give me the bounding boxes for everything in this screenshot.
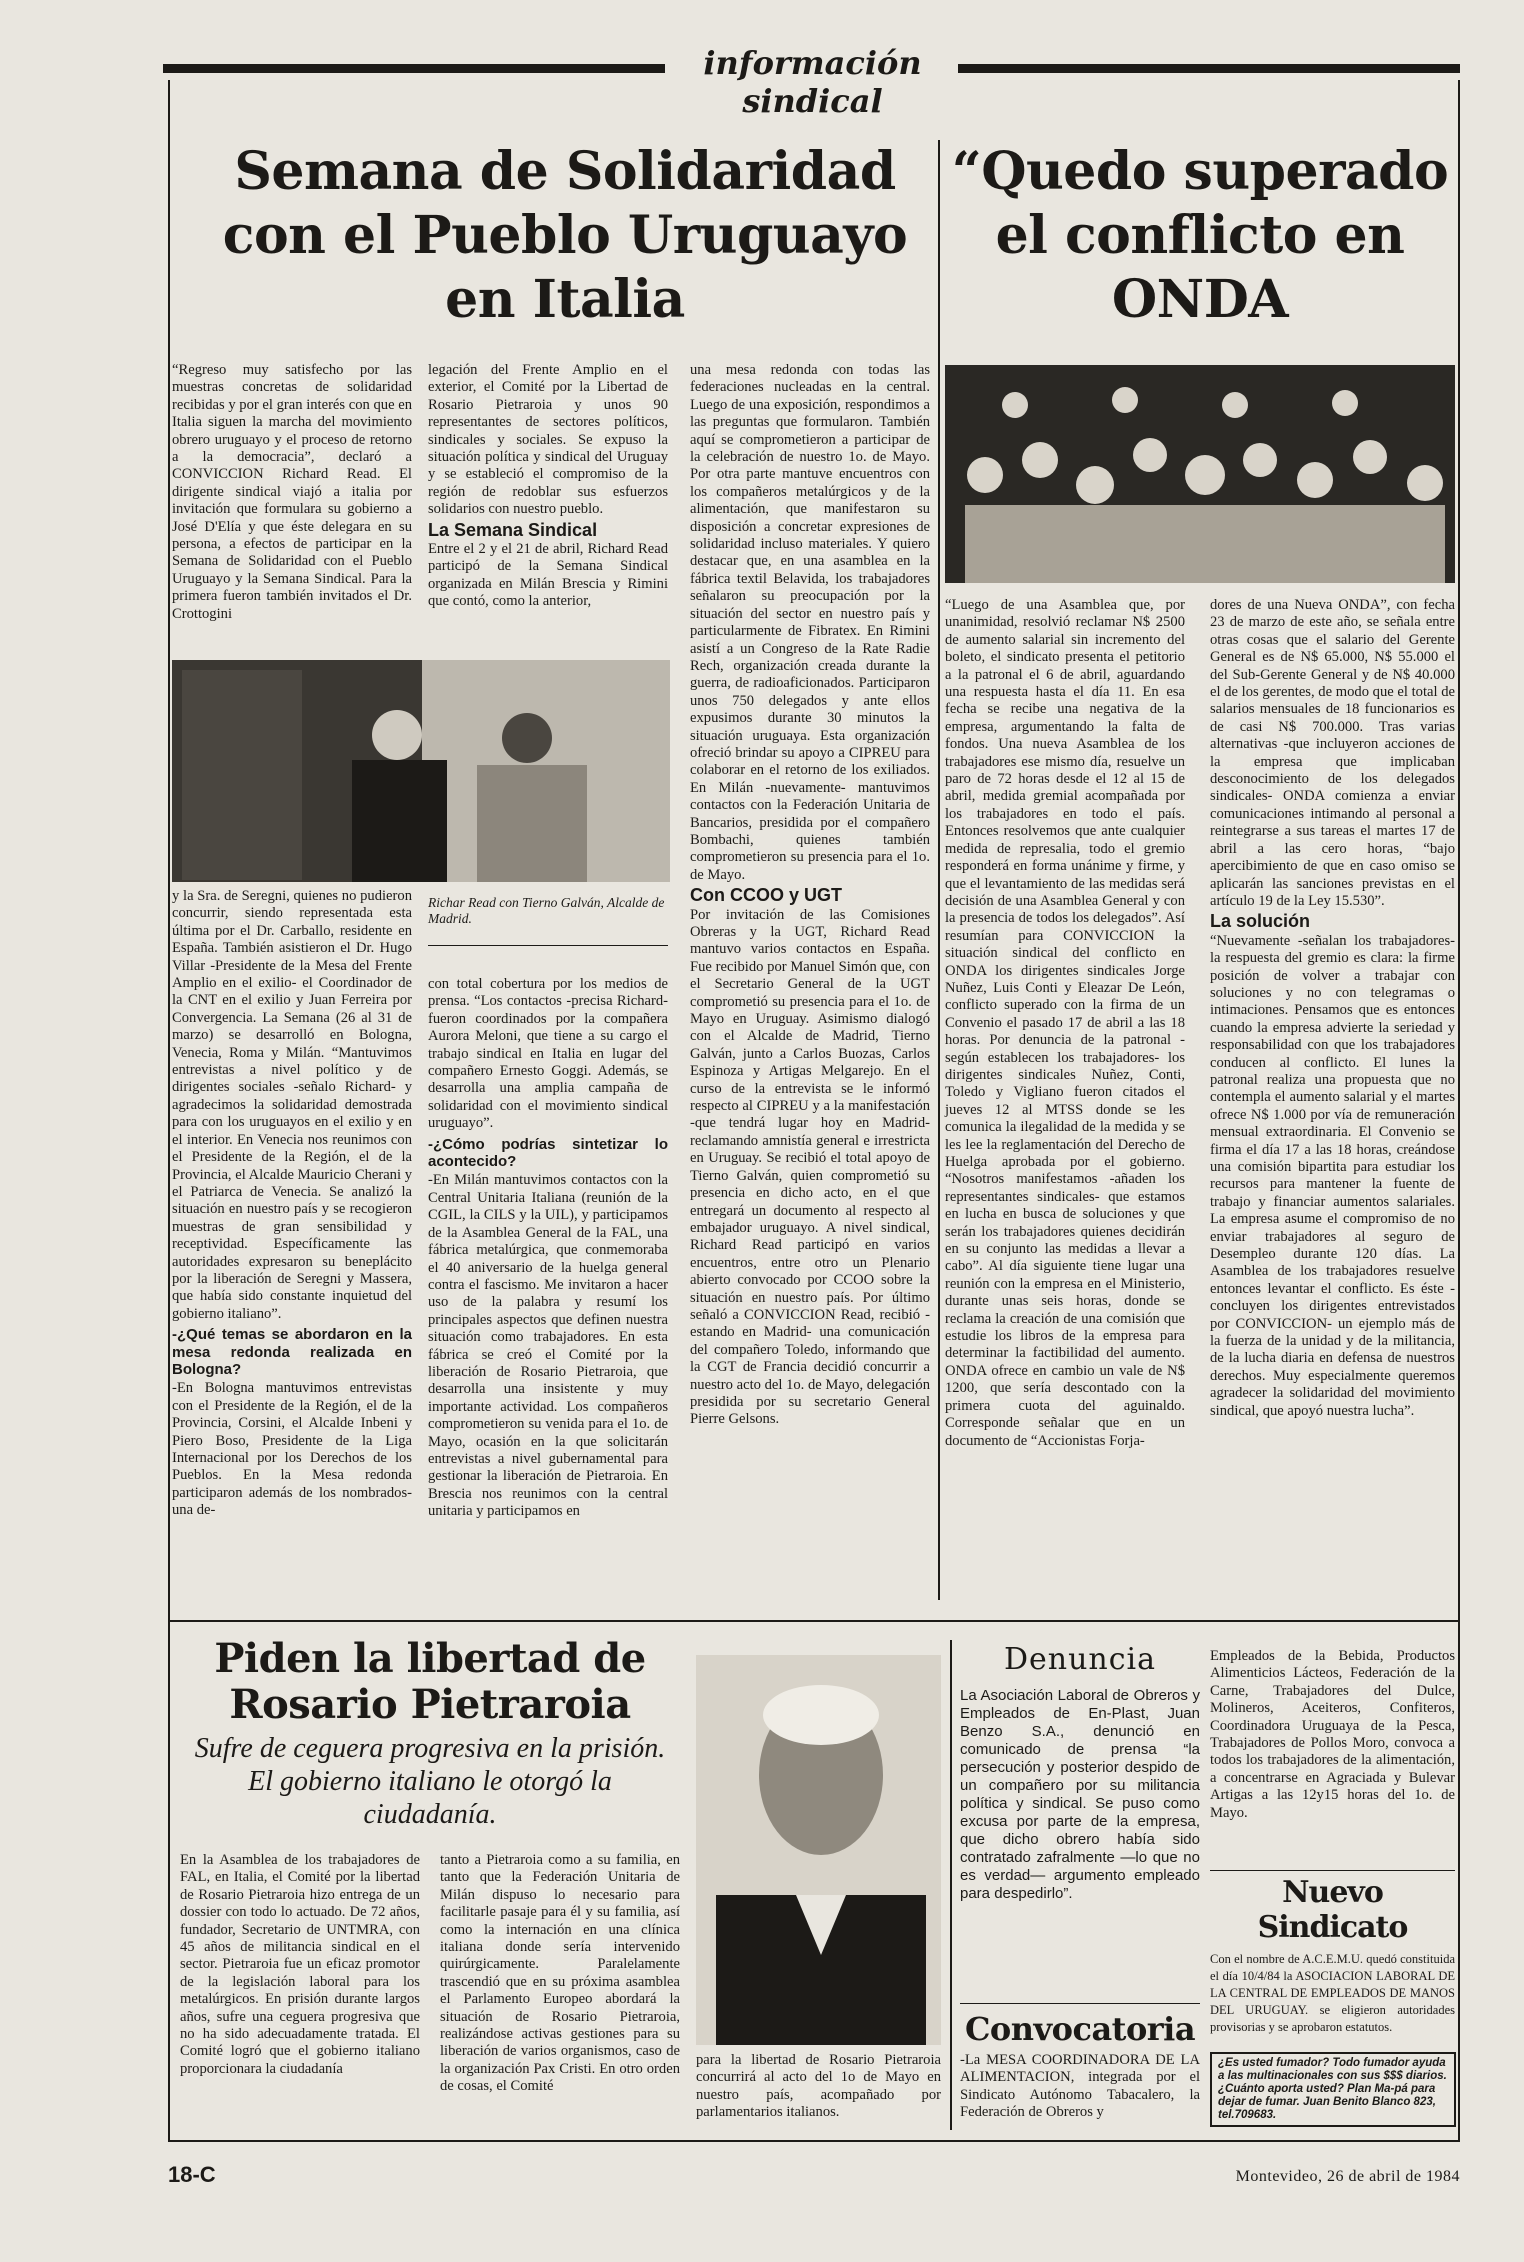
frame-right — [1458, 80, 1460, 2140]
article2-col1-text: “Luego de una Asamblea que, por unanimidad, resolvió reclamar N$ 2500 de aumento salarial sin incremento del boleto, el sindicato presenta el petitorio a la patronal el 6 de abril, aguardando una respuesta hasta el día 11. En esa fecha se recibe una negativa de la empresa, argumentando la falta de fondos. Una nueva Asamblea de los trabajadores ese mismo día, resuelve un paro de 72 horas desde el 12 al 15 de abril, medida gremial acompañada por los trabajadores en todo el país. Entonces resolvemos que ante cualquier medida de represalia, todo el gremio responderá en forma unánime y firme, y que el levantamiento de las medidas será decisión de una Asamblea General y con la presencia de todos los delegados”. Así resumían para CONVICCION la situación sindical del conflicto en ONDA los dirigentes sindicales Jorge Nuñez, Luis Conti y Eleazar De León, conflicto superado con la firma de un Convenio el pasado 17 de abril a las 18 horas. Por denuncia de la patronal -según establecen los trabajadores- los dirigentes sindicales Nuñez, Conti, Toledo y Vigliano fueron citados el jueves 12 al MTSS donde se les comunica la ilegalidad de la medida y se les lee la reglamentación del Derecho de Huelga aprobada por el gobierno. “Nosotros manifestamos -añaden los representantes sindicales- que estamos en lucha en busca de soluciones y que serán los trabajadores quienes decidirán en su conjunto las medidas a llevar a cabo”. Al día siguiente tiene lugar una reunión con la empresa en el Ministerio, durante unas seis horas, donde se reclama la creación de una comisión que estudie los libros de la empresa para determinar la factibilidad del aumento. ONDA ofrece en cambio un vale de N$ 1200, que sería descontado con la primera cuota del aguinaldo. Corresponde señalar que en un documento de “Accionistas Forja- — [945, 597, 1185, 1449]
article1-col1-part2 — [172, 888, 412, 1520]
article3-col2-text: tanto a Pietraroia como a su familia, en tanto que la Federación Unitaria de Milán dispuso lo necesario para facilitarle pasaje para él y su familia, así como la internación en una clínica italiana donde sería intervenido quirúrgicamente. Paralelamente trascendió que en su próxima asamblea el Parlamento Europeo abordará la situación de Rosario Pietraroia, realizándose activas gestiones para su liberación de varios organismos, caso de la organización Pax Cristi. En otro orden de cosas, el Comité — [440, 1852, 680, 2095]
article2-headline-wrap — [945, 140, 1455, 332]
article1-col1-text3: -En Bologna mantuvimos entrevistas con el Presidente de la Región, el de la Provincia, Corsini, el Alcalde Inbeni y Piero Boso, Presidente de la Liga Internacional por los Derechos de los Pueblos. En la Mesa redonda participaron además de los nombrados- una de- — [172, 1380, 412, 1519]
article3-headline-wrap — [180, 1636, 680, 1831]
nuevo-sindicato-rule — [1210, 1870, 1455, 1871]
article3-col1 — [180, 1852, 420, 2078]
article1-col2-text3: con total cobertura por los medios de prensa. “Los contactos -precisa Richard- fueron coordinados por la compañera Aurora Meloni, que tiene a su cargo el trabajo sindical en Italia en lugar del compañero Ernesto Goggi. Además, se desarrolla una amplia campaña de solidaridad con el movimiento sindical uruguayo”. — [428, 976, 668, 1132]
article1-col2-part2 — [428, 976, 668, 1521]
photo-onda-assembly — [945, 365, 1455, 583]
convocatoria-rule — [960, 2003, 1200, 2004]
article3-col2 — [440, 1852, 680, 2096]
article1-headline-wrap — [200, 140, 930, 332]
article2-headline: “Quedo superado el conflicto en ONDA — [951, 141, 1449, 330]
frame-left — [168, 80, 170, 2140]
nuevo-sindicato-section — [1210, 1875, 1455, 2036]
article3-col3-text: para la libertad de Rosario Pietraroia concurrirá al acto del 1o de Mayo en nuestro país, acompañado por parlamentarios italianos. — [696, 2052, 941, 2121]
photo-pietraroia-image — [696, 1655, 941, 2045]
photo-read-tierno-galvan-image — [172, 660, 670, 882]
article3-col1-text: En la Asamblea de los trabajadores de FAL, en Italia, el Comité por la libertad de Rosario Pietraroia hizo entrega de un dossier con todo lo actuado. De 72 años, fundador, Secretario de UNTMRA, con 45 años de militancia sindical en el sector. Pietraroia fue un eficaz promotor de la legislación laboral para los metalúrgicos. En prisión durante largos años, sufre una ceguera progresiva que no ha sido adecuadamente tratada. El Comité logró que el gobierno italiano proporcionara la ciudadanía — [180, 1852, 420, 2077]
convocatoria-section — [960, 2010, 1200, 2122]
article1-col1-part1 — [172, 362, 412, 623]
denuncia-headline: Denuncia — [1003, 1642, 1157, 1677]
article1-col2-text1: legación del Frente Amplio en el exterior, el Comité por la Libertad de Rosario Pietraroia y unos 90 representantes de sectores políticos, sindicales y sociales. Se expuso la situación política y sindical del Uruguay y se estableció el compromiso de la región de redoblar sus esfuerzos solidarios con nuestro pueblo. — [428, 362, 668, 518]
article1-col3-text1: una mesa redonda con todas las federaciones nucleadas en la central. Luego de una exposición, respondimos a las preguntas que formularon. También aquí se comprometieron a participar de la celebración de nuestro 1o. de Mayo. Por otra parte mantuve encuentros con los compañeros metalúrgicos y de la alimentación, que manifestaron su disposición a concretar expresiones de solidaridad incluso materiales. Y quiero destacar que, en una asamblea en la fábrica textil Belavida, los trabajadores señalaron su preocupación por la situación del sector en nuestro país y particularmente de Fibratex. En Rimini asistí a un Congreso de la Rate Radie Rech, organización creada durante la guerra, de radioaficionados. Participaron unos 750 delegados y ante ellos expusimos durante 30 minutos la situación uruguaya. Esta organización ofreció brindar su apoyo a CIPREU para colaborar en el retorno de los exiliados. En Milán -nuevamente- mantuvimos contactos con la Federación Unitaria de Bancarios, presidida por el compañero Bombachi, quienes también comprometieron su presencia para el 1o. de Mayo. — [690, 362, 930, 883]
article3-subhead: Sufre de ceguera progresiva en la prisión. El gobierno italiano le otorgó la ciudadanía. — [194, 1733, 666, 1830]
article1-col1-text2: y la Sra. de Seregni, quienes no pudieron concurrir, siendo representada esta última por el Dr. Carballo, residente en España. También asistieron el Dr. Hugo Villar -Presidente de la Mesa del Frente Amplio en el exilio- el Coordinador de la CNT en el exilio y Juan Ferreira por Convergencia. La Semana (26 al 31 de marzo) se desarrolló en Bologna, Venecia, Roma y Milán. “Mantuvimos entrevistas a nivel político y de dirigentes sociales -señalo Richard- y agradecimos la solidaridad demostrada para con los uruguayos en el exilio y en el interior. En Venecia nos reunimos con el Presidente de la Región, el de la Provincia, el Alcalde Mauricio Cherani y el Patriarca de Venecia. Se analizó la situación en nuestro país y se recogieron muestras de gran sensibilidad y receptividad. Específicamente las autoridades expresaron su beneplácito por la liberación de Seregni y Massera, que había sido constante inquietud del gobierno italiano”. — [172, 888, 412, 1322]
convocatoria-headline: Convocatoria — [964, 2010, 1196, 2048]
article1-col3 — [690, 362, 930, 1429]
denuncia-section — [960, 1642, 1200, 1903]
article1-headline: Semana de Solidaridad con el Pueblo Uruguayo en Italia — [222, 141, 908, 330]
article1-col1-text1: “Regreso muy satisfecho por las muestras concretas de solidaridad recibidas y por el gran interés con que en Italia siguen la marcha del movimiento obrero uruguayo y el proceso de retorno a la democracia”, declaró a CONVICCION Richard Read. El dirigente sindical viajó a italia por invitación que formulara su gobierno a José D'Elía y que éste delegara en su persona, a efectos de participar en la Semana de Solidaridad con el Pueblo Uruguayo y la Semana Sindical. Para la primera fueron también invitados el Dr. Crottogini — [172, 362, 412, 622]
article2-col2-subhead: La solución — [1210, 911, 1311, 932]
convocatoria-text: -La MESA COORDINADORA DE LA ALIMENTACION, integrada por el Sindicato Autónomo Tabacalero, la Federación de Obreros y — [960, 2052, 1200, 2121]
photo-pietraroia — [696, 1655, 941, 2045]
photo1-caption: Richar Read con Tierno Galván, Alcalde de Madrid. — [428, 895, 665, 926]
header-rule-left — [163, 64, 665, 73]
article1-col1-question: -¿Qué temas se abordaron en la mesa redonda realizada en Bologna? — [172, 1326, 412, 1378]
article3-col3 — [696, 2052, 941, 2122]
nuevo-sindicato-headline: Nuevo Sindicato — [1257, 1875, 1408, 1945]
photo-read-tierno-galvan — [172, 660, 670, 882]
column-divider-bottom — [950, 1640, 952, 2130]
photo-onda-assembly-image — [945, 365, 1455, 583]
section-title: información sindical — [703, 44, 922, 120]
ad-box: ¿Es usted fumador? Todo fumador ayuda a las multinacionales con sus $$$ diarios. ¿Cuánto aporta usted? Plan Ma-pá para dejar de fumar. Juan Benito Blanco 823, tel.709683. — [1210, 2052, 1456, 2127]
article1-col2-question: -¿Cómo podrías sintetizar lo acontecido? — [428, 1135, 668, 1171]
article1-col2-text2: Entre el 2 y el 21 de abril, Richard Read participó de la Semana Sindical organizada en Milán Brescia y Rimini que contó, como la anterior, — [428, 541, 668, 610]
column-divider-top — [938, 140, 940, 1600]
article2-col2-text1: dores de una Nueva ONDA”, con fecha 23 de marzo de este año, se señala entre otras cosas que el salario del Gerente General es de N$ 65.000, N$ 55.000 el del Sub-Gerente General y de N$ 40.000 el de los gerentes, de modo que el total de salarios mensuales de 18 funcionarios es de casi N$ 700.000. Tras varias alternativas -que incluyeron acciones de la empresa que implicaban desconocimiento de los delegados sindicales- ONDA comienza a enviar comunicaciones intimando al personal a reintegrarse a sus tareas el martes 17 de abril a las cero horas, “bajo apercibimiento de que en caso omiso se aplicarán las sanciones previstas en el artículo 19 de la Ley 15.530”. — [1210, 597, 1455, 909]
article2-col2-text2: “Nuevamente -señalan los trabajadores- la respuesta del gremio es clara: la firme posición de volver a trabajar con soluciones y no con telegramas o intimaciones. Pensamos que es entonces cuando la empresa advierte la seriedad y responsabilidad con que los trabajadores conducen al conflicto. El lunes la patronal realiza una propuesta que no contempla el aumento salarial y el martes ofrece N$ 1.000 por vía de remuneración mensual extraordinaria. El Convenio se firma el día 17 a las 18 horas, creándose una comisión bipartita para estudiar los recursos para mantener la fuente de trabajo y financiar aumentos salariales. La empresa asume el compromiso de no enviar trabajadores al seguro de Desempleo durante 120 días. La Asamblea de los trabajadores resuelve entonces levantar el conflicto. Es éste -concluyen los dirigentes entrevistados por CONVICCION- un ejemplo más de la fuerza de la unidad y de la militancia, de la lucha diaria en defensa de nuestros derechos. Muy especialmente queremos agradecer la solidaridad del movimiento sindical, que apoyó nuestra lucha”. — [1210, 932, 1455, 1419]
article2-col2 — [1210, 597, 1455, 1420]
article1-col2-text4: -En Milán mantuvimos contactos con la Central Unitaria Italiana (reunión de la CGIL, la CILS y la UIL), y participamos de la Asamblea General de la FAL, una fábrica metalúrgica, que conmemoraba el 40 aniversario de la huelga general contra el fascismo. Me invitaron a hacer uso de la palabra y resumí los principales aspectos que definen nuestra situación como trabajadores. En esta fábrica se creó el Comité por la liberación de Rosario Pietraroia, que desarrolla una insistente y muy importante actividad. Los compañeros comprometieron su venida para el 1o. de Mayo, ocasión en la que solicitarán entrevistas a nivel gubernamental para gestionar la liberación de Pietraroia. En Brescia nos reunimos con la central unitaria y participamos en — [428, 1172, 668, 1520]
frame-bottom — [168, 2140, 1460, 2142]
article1-col2-part1 — [428, 362, 668, 611]
horizontal-divider — [168, 1620, 1460, 1622]
denuncia-text: La Asociación Laboral de Obreros y Empleados de En-Plast, Juan Benzo S.A., denunció en comunicado de prensa “la persecución y posterior despido de un compañero por su militancia política y sindical. Se puso como excusa por parte de la empresa, que dicho obrero había sido contratado zafralmente —lo que no es verdad— argumento empleado para despedirlo”. — [960, 1687, 1200, 1902]
article2-col1 — [945, 597, 1185, 1450]
article1-col3-text2: Por invitación de las Comisiones Obreras y la UGT, Richard Read mantuvo varios contactos en España. Fue recibido por Manuel Simón que, con el Secretario General de la UGT comprometió su presencia para el 1o. de Mayo en Uruguay. Asimismo dialogó con el Alcalde de Madrid, Tierno Galván, junto a Carlos Buozas, Carlos Espinoza y Artigas Melgarejo. En el curso de la entrevista se le informó respecto al CIPREU y a la manifestación -que tendrá lugar hoy en Madrid- reclamando amnistía general e irrestricta en Uruguay. Se recibió el total apoyo de Tierno Galván, quien comprometió su presencia en dicho acto, en el que entregará un documento al respecto al embajador uruguayo. A nivel sindical, Richard Read participó en varios encuentros, entre otro un Plenario abierto convocado por CCOO sobre la situación en nuestro país. Por último señaló a CONVICCION Read, recibió -estando en Madrid- una comunicación del compañero Toledo, informando que la CGT de Francia decidió concurrir a nuestro acto del 1o. de Mayo, delegación presidida por su secretario General Pierre Gelsons. — [690, 906, 930, 1428]
caption-rule — [428, 945, 668, 946]
dateline: Montevideo, 26 de abril de 1984 — [1235, 2168, 1460, 2185]
article1-col2-subhead: La Semana Sindical — [428, 519, 598, 540]
page-number: 18-C — [168, 2162, 216, 2187]
convocatoria-text2: Empleados de la Bebida, Productos Alimenticios Lácteos, Federación de la Carne, Trabajadores del Dulce, Molineros, Aceiteros, Confiteros, Coordinadora Uruguaya de la Pesca, Trabajadores de Pollos Moro, convoca a todos los trabajadores de la alimentación, a concentrarse en Agraciada y Bulevar Artigas a las 12y15 horas del 1o. de Mayo. — [1210, 1648, 1455, 1821]
header-rule-right — [958, 64, 1460, 73]
article1-col3-subhead: Con CCOO y UGT — [690, 885, 842, 906]
article3-headline: Piden la libertad de Rosario Pietraroia — [214, 1635, 646, 1728]
nuevo-sindicato-text: Con el nombre de A.C.E.M.U. quedó constituida el día 10/4/84 la ASOCIACION LABORAL DE LA CENTRAL DE EMPLEADOS DE MANOS DEL URUGUAY. se eligieron autoridades provisorias y se aprobaron estatutos. — [1210, 1952, 1455, 2034]
